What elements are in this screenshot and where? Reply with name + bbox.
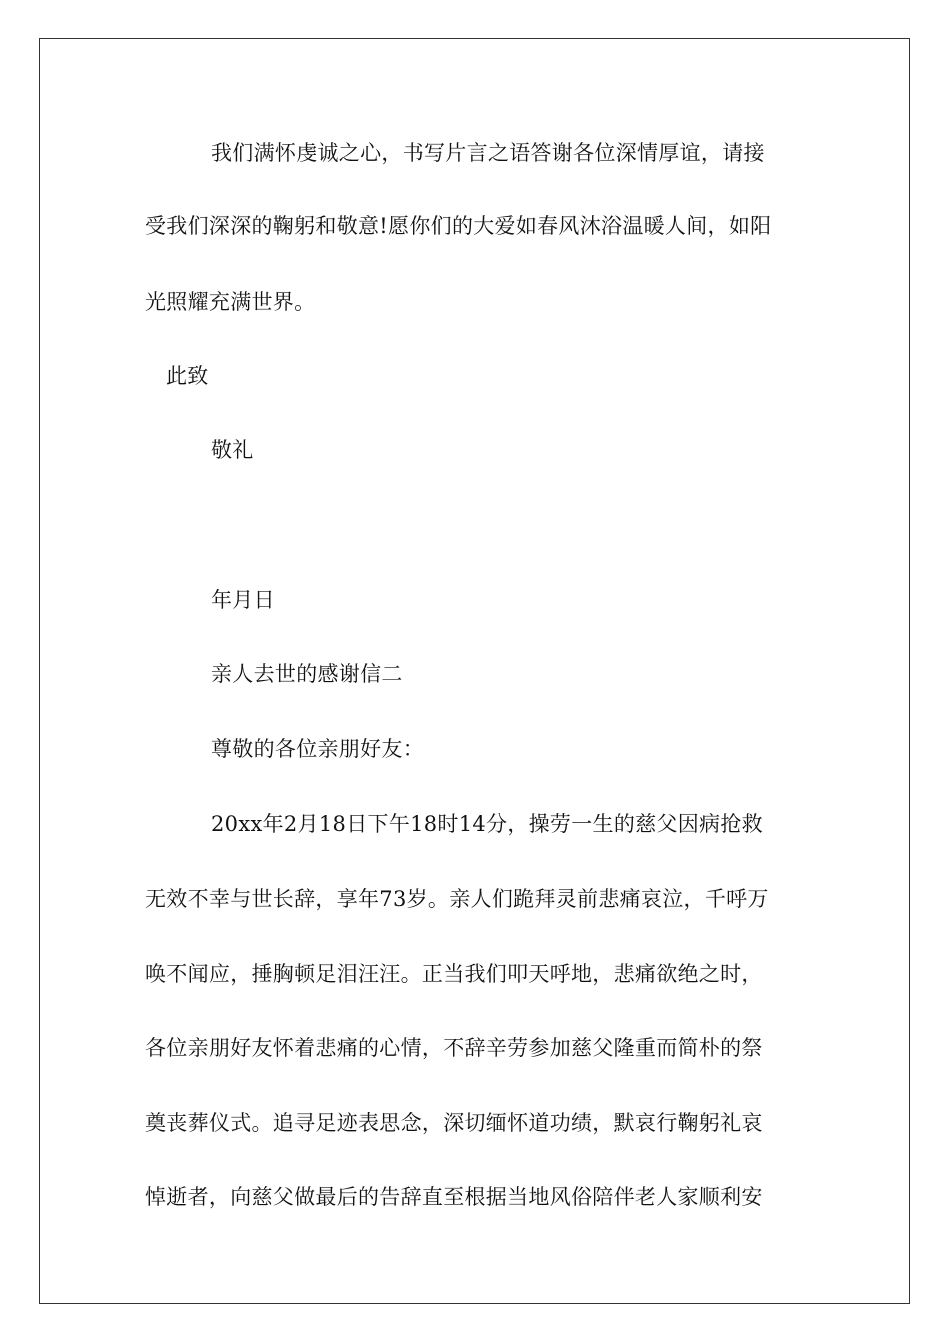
date-line: 年月日 [211,588,275,612]
paragraph-line: 奠丧葬仪式。追寻足迹表思念，深切缅怀道功绩，默哀行鞠躬礼哀 [145,1111,763,1135]
paragraph-line: 悼逝者，向慈父做最后的告辞直至根据当地风俗陪伴老人家顺利安 [145,1185,763,1209]
paragraph-line: 各位亲朋好友怀着悲痛的心情，不辞辛劳参加慈父隆重而简朴的祭 [145,1036,763,1060]
paragraph-line: 光照耀充满世界。 [145,290,316,314]
section-title: 亲人去世的感谢信二 [211,662,403,686]
paragraph-line: 我们满怀虔诚之心，书写片言之语答谢各位深情厚谊，请接 [211,141,765,165]
paragraph-line: 无效不幸与世长辞，享年73岁。亲人们跪拜灵前悲痛哀泣，千呼万 [145,887,769,911]
closing-regards: 敬礼 [211,438,254,462]
closing-salutation: 此致 [166,364,209,388]
greeting-line: 尊敬的各位亲朋好友： [211,737,424,761]
paragraph-line: 受我们深深的鞠躬和敬意!愿你们的大爱如春风沐浴温暖人间，如阳 [145,214,772,238]
paragraph-line: 唤不闻应，捶胸顿足泪汪汪。正当我们叩天呼地，悲痛欲绝之时， [145,962,763,986]
paragraph-line: 20xx年2月18日下午18时14分，操劳一生的慈父因病抢救 [211,812,763,836]
